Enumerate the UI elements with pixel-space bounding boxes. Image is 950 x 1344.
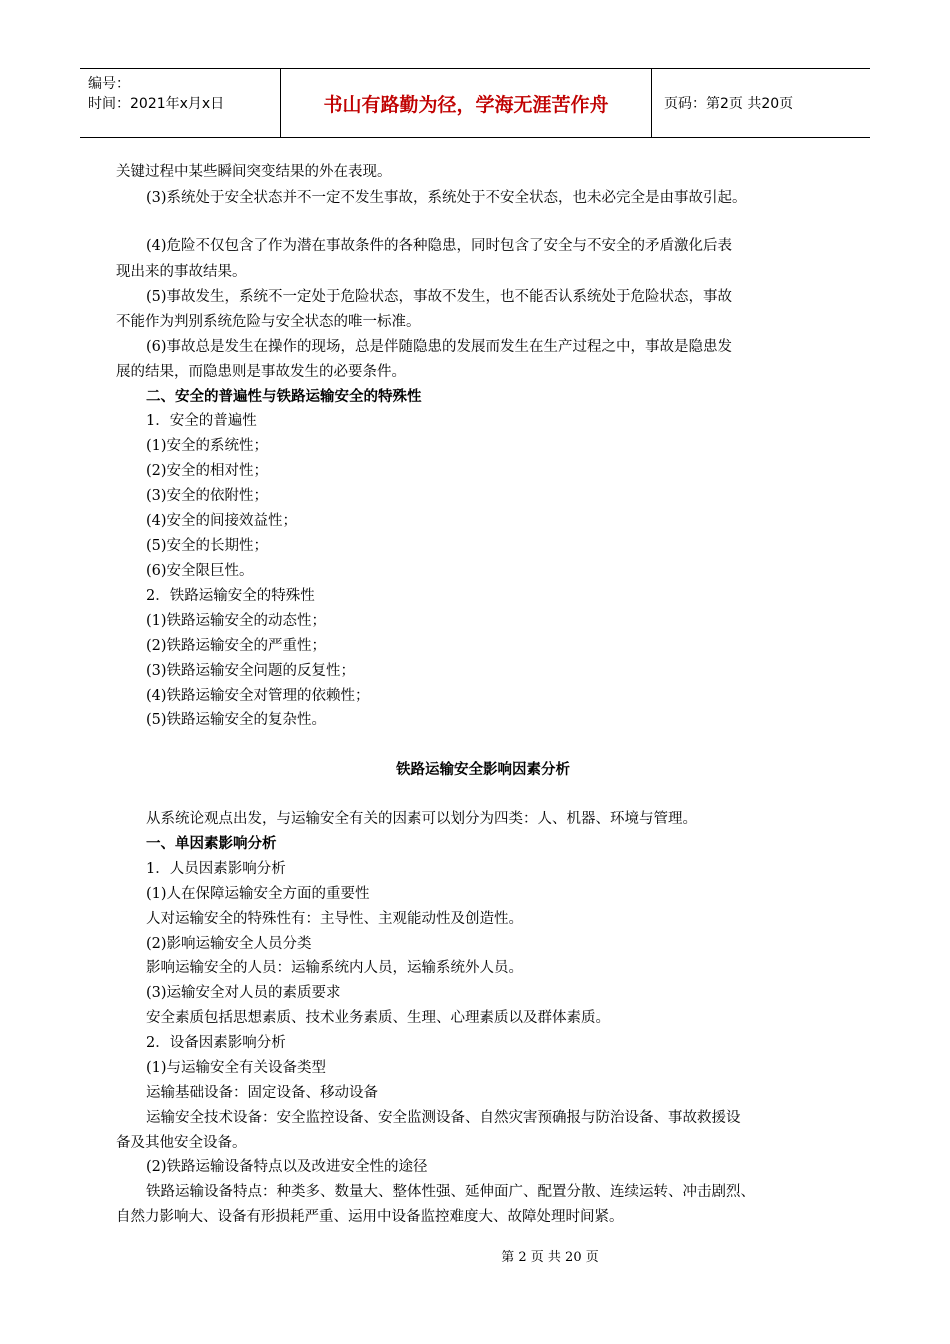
text-line: (2)铁路运输安全的严重性； <box>146 638 327 654</box>
text-line: 铁路运输设备特点：种类多、数量大、整体性强、延伸面广、配置分散、连续运转、冲击剧烈、 <box>146 1184 755 1200</box>
text-line: 安全素质包括思想素质、技术业务素质、生理、心理素质以及群体素质。 <box>146 1010 610 1026</box>
header-page-label: 页码：第2页 共20页 <box>664 96 794 112</box>
section-heading: 一、单因素影响分析 <box>146 836 277 852</box>
date-label: 时间：2021年x月x日 <box>88 96 225 112</box>
text-line: (3)铁路运输安全问题的反复性； <box>146 663 356 679</box>
text-line: (4)铁路运输安全对管理的依赖性； <box>146 688 370 704</box>
text-line: (3)安全的依附性； <box>146 488 269 504</box>
section-heading: 二、安全的普遍性与铁路运输安全的特殊性 <box>146 389 422 405</box>
page-footer: 第 2 页 共 20 页 <box>501 1250 599 1265</box>
text-line: 展的结果，而隐患则是事故发生的必要条件。 <box>116 364 406 380</box>
text-line: 2．铁路运输安全的特殊性 <box>146 588 315 604</box>
text-line: (1)与运输安全有关设备类型 <box>146 1060 327 1076</box>
text-line: (3)运输安全对人员的素质要求 <box>146 985 341 1001</box>
text-line: (2)铁路运输设备特点以及改进安全性的途径 <box>146 1159 428 1175</box>
text-line: 自然力影响大、设备有形损耗严重、运用中设备监控难度大、故障处理时间紧。 <box>116 1209 624 1225</box>
header-meta-cell <box>80 69 281 137</box>
text-line: 关键过程中某些瞬间突变结果的外在表现。 <box>116 164 392 180</box>
text-line: (5)事故发生，系统不一定处于危险状态，事故不发生，也不能否认系统处于危险状态，事故 <box>146 289 733 305</box>
page-header-table <box>80 68 870 138</box>
text-line: (4)危险不仅包含了作为潜在事故条件的各种隐患，同时包含了安全与不安全的矛盾激化后表 <box>146 238 733 254</box>
text-line: (5)铁路运输安全的复杂性。 <box>146 712 327 728</box>
text-line: (1)铁路运输安全的动态性； <box>146 613 327 629</box>
text-line: (4)安全的间接效益性； <box>146 513 298 529</box>
text-line: 2．设备因素影响分析 <box>146 1035 286 1051</box>
text-line: (2)安全的相对性； <box>146 463 269 479</box>
text-line: (2)影响运输安全人员分类 <box>146 936 312 952</box>
text-line: 不能作为判别系统危险与安全状态的唯一标准。 <box>116 314 421 330</box>
text-line: (6)安全限巨性。 <box>146 563 254 579</box>
text-line: 运输安全技术设备：安全监控设备、安全监测设备、自然灾害预确报与防治设备、事故救援设 <box>146 1110 741 1126</box>
article-title: 铁路运输安全影响因素分析 <box>396 762 570 778</box>
text-line: (1)安全的系统性； <box>146 438 269 454</box>
text-line: 人对运输安全的特殊性有：主导性、主观能动性及创造性。 <box>146 911 523 927</box>
text-line: (5)安全的长期性； <box>146 538 269 554</box>
text-line: 1．安全的普遍性 <box>146 413 257 429</box>
header-motto: 书山有路勤为径，学海无涯苦作舟 <box>281 69 652 137</box>
text-line: (6)事故总是发生在操作的现场，总是伴随隐患的发展而发生在生产过程之中，事故是隐患发 <box>146 339 733 355</box>
text-line: 1．人员因素影响分析 <box>146 861 286 877</box>
text-line: 运输基础设备：固定设备、移动设备 <box>146 1085 378 1101</box>
text-line: 备及其他安全设备。 <box>116 1135 247 1151</box>
text-line: (3)系统处于安全状态并不一定不发生事故，系统处于不安全状态，也未必完全是由事故引起。 <box>146 190 747 206</box>
text-line: (1)人在保障运输安全方面的重要性 <box>146 886 370 902</box>
text-line: 从系统论观点出发，与运输安全有关的因素可以划分为四类：人、机器、环境与管理。 <box>146 811 697 827</box>
number-label: 编号： <box>88 76 130 92</box>
text-line: 现出来的事故结果。 <box>116 264 247 280</box>
text-line: 影响运输安全的人员：运输系统内人员，运输系统外人员。 <box>146 960 523 976</box>
